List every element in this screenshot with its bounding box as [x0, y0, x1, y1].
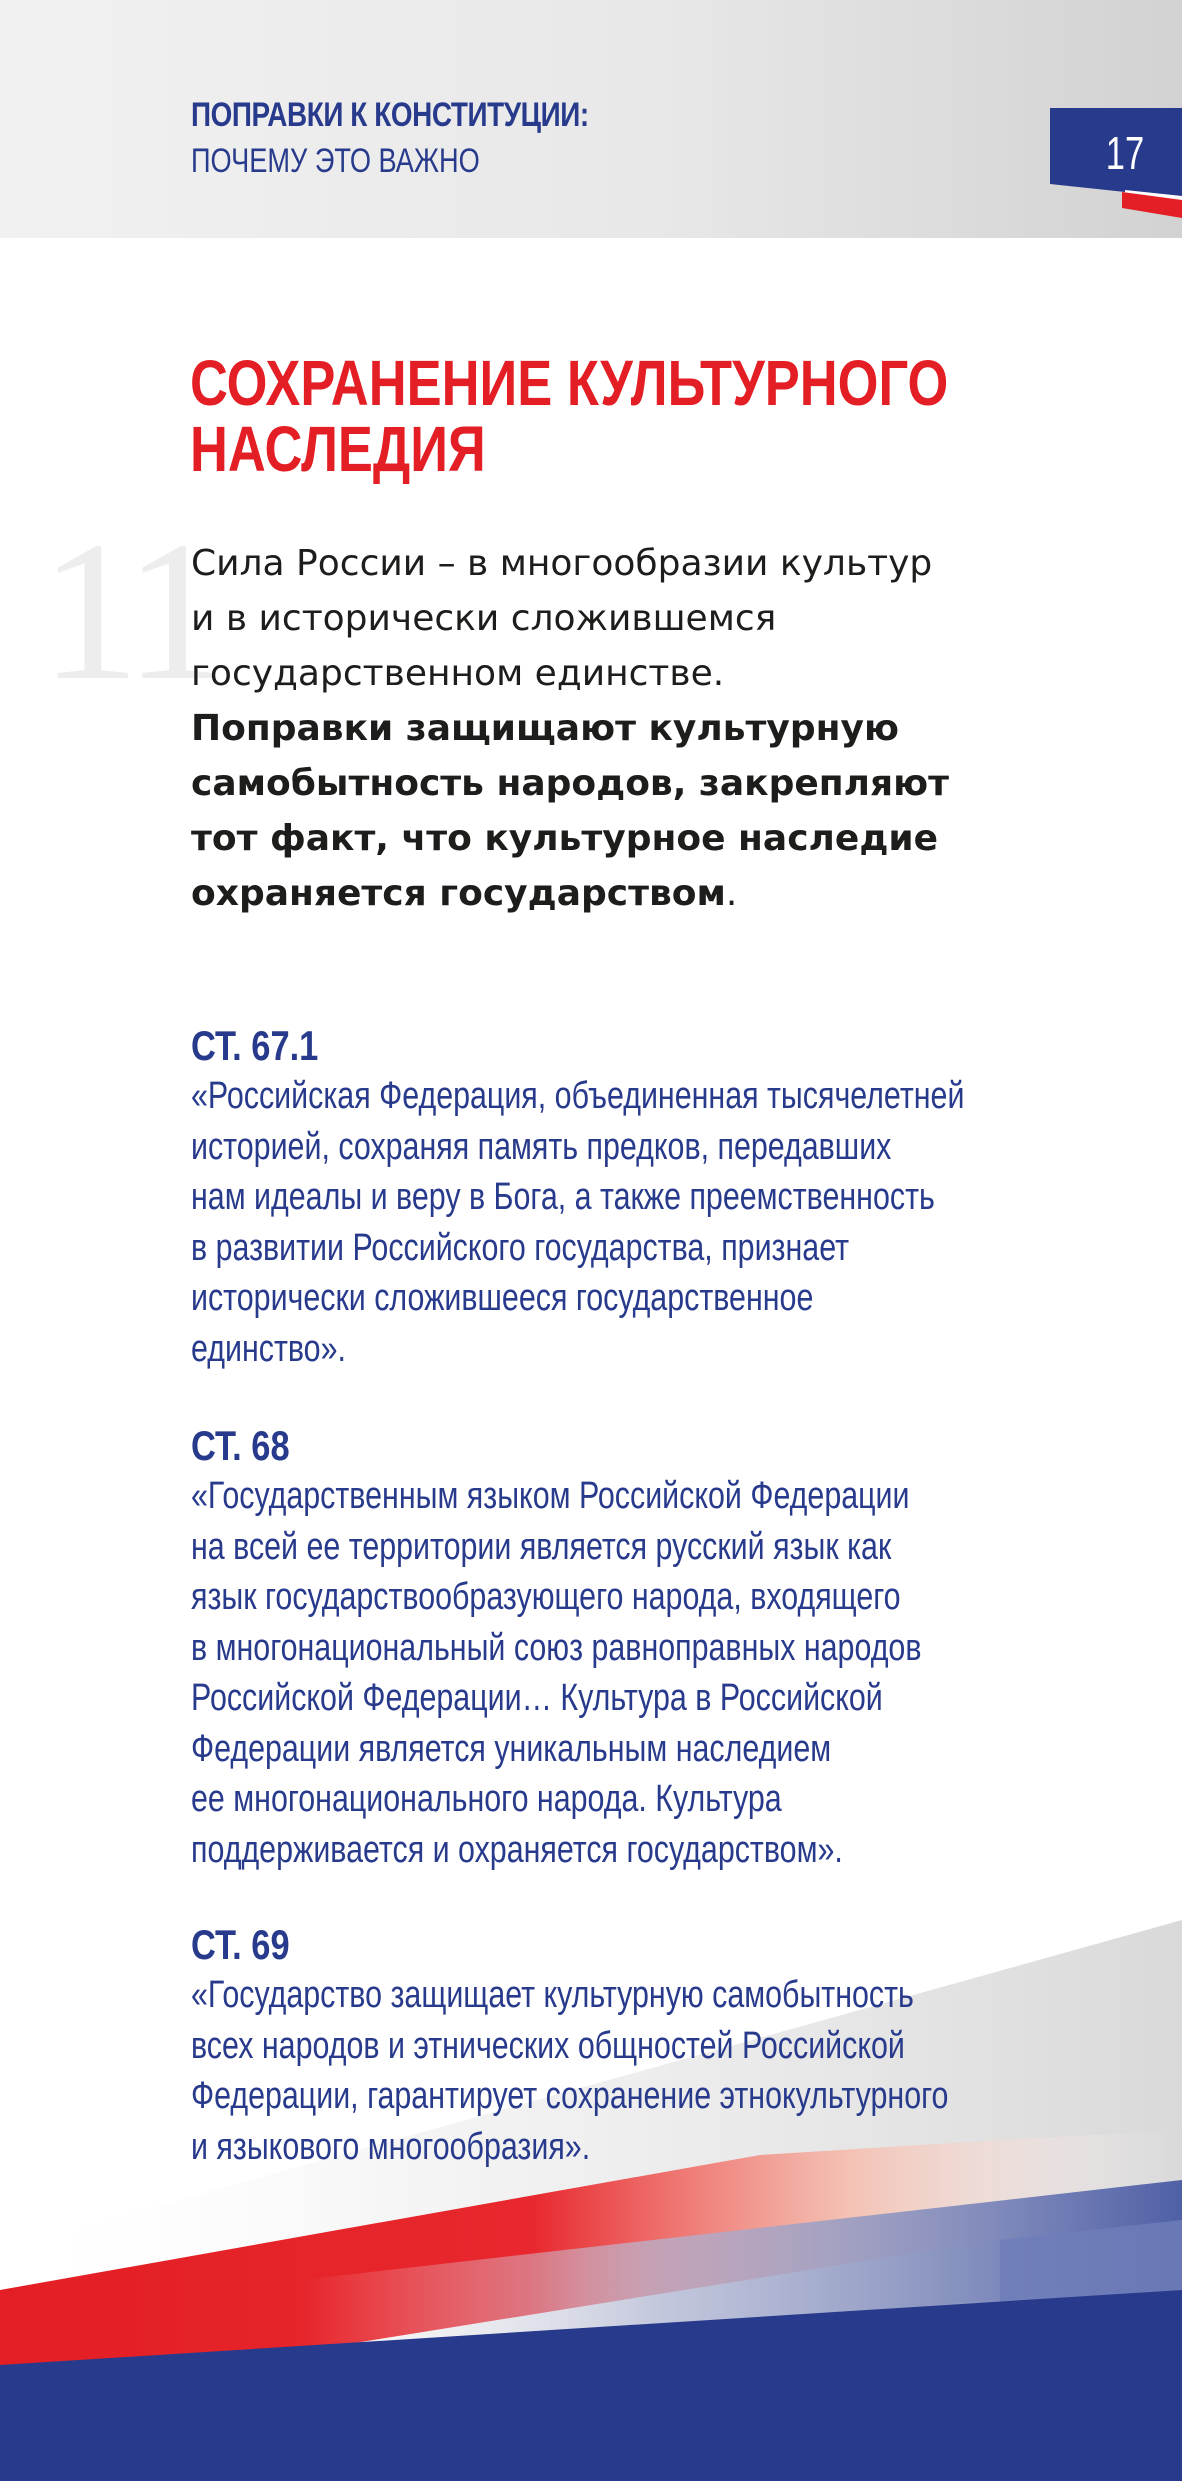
section-title-line: НАСЛЕДИЯ [190, 413, 486, 485]
intro-last-line [191, 866, 1091, 921]
section-title-line: СОХРАНЕНИЕ КУЛЬТУРНОГО [190, 347, 949, 419]
page-number: 17 [1105, 127, 1145, 179]
article-text-line: нам идеалы и веру в Бога, а также преемственность [191, 1176, 935, 1218]
section-title [190, 347, 949, 485]
article-text-line: на всей ее территории является русский язык как [191, 1525, 892, 1568]
article-text-line: Российской Федерации… Культура в Российской [191, 1677, 883, 1719]
intro-line: государственном единстве. [191, 653, 725, 694]
article-text-line: единство». [191, 1327, 346, 1370]
page-header [0, 0, 1182, 238]
header-subtitle: ПОЧЕМУ ЭТО ВАЖНО [191, 142, 480, 180]
header-title: ПОПРАВКИ К КОНСТИТУЦИИ: [191, 96, 589, 134]
article-text-line: исторически сложившееся государственное [191, 1277, 814, 1319]
intro-paragraph [191, 536, 1091, 921]
article-label: СТ. 68 [191, 1422, 290, 1469]
intro-line: и в исторически сложившемся [191, 598, 777, 639]
intro-bold-line: тот факт, что культурное наследие [191, 818, 939, 859]
article-text-line: в развитии Российского государства, признает [191, 1226, 850, 1269]
article-67-1 [191, 1021, 1158, 1374]
article-text-line: «Государство защищает культурную самобытность [191, 1974, 914, 2016]
article-68 [191, 1421, 1104, 1875]
article-text-line: Федерации, гарантирует сохранение этнокультурного [191, 2075, 949, 2117]
intro-bold-line: самобытность народов, закрепляют [191, 763, 949, 804]
article-text-line: историей, сохраняя память предков, передавших [191, 1125, 892, 1168]
intro-end-punctuation: . [725, 873, 738, 914]
article-text-line: поддерживается и охраняется государством». [191, 1828, 843, 1871]
article-text-line: «Российская Федерация, объединенная тысячелетней [191, 1075, 965, 1117]
intro-bold-line: Поправки защищают культурную [191, 708, 899, 749]
article-69 [191, 1920, 1138, 2172]
intro-line: Сила России – в многообразии культур [191, 543, 933, 584]
article-text-line: ее многонационального народа. Культура [191, 1778, 782, 1820]
article-text-line: «Государственным языком Российской Федерации [191, 1475, 910, 1517]
intro-bold-text: охраняется государством [191, 873, 726, 914]
article-text-line: в многонациональный союз равноправных народов [191, 1626, 922, 1669]
article-label: СТ. 69 [191, 1921, 290, 1968]
article-text-line: язык государствообразующего народа, входящего [191, 1576, 901, 1618]
article-text-line: и языкового многообразия». [191, 2125, 591, 2168]
article-text-line: всех народов и этнических общностей Российской [191, 2024, 905, 2067]
section-number: 11 [40, 501, 217, 722]
article-label: СТ. 67.1 [191, 1022, 319, 1069]
article-text-line: Федерации является уникальным наследием [191, 1727, 832, 1770]
